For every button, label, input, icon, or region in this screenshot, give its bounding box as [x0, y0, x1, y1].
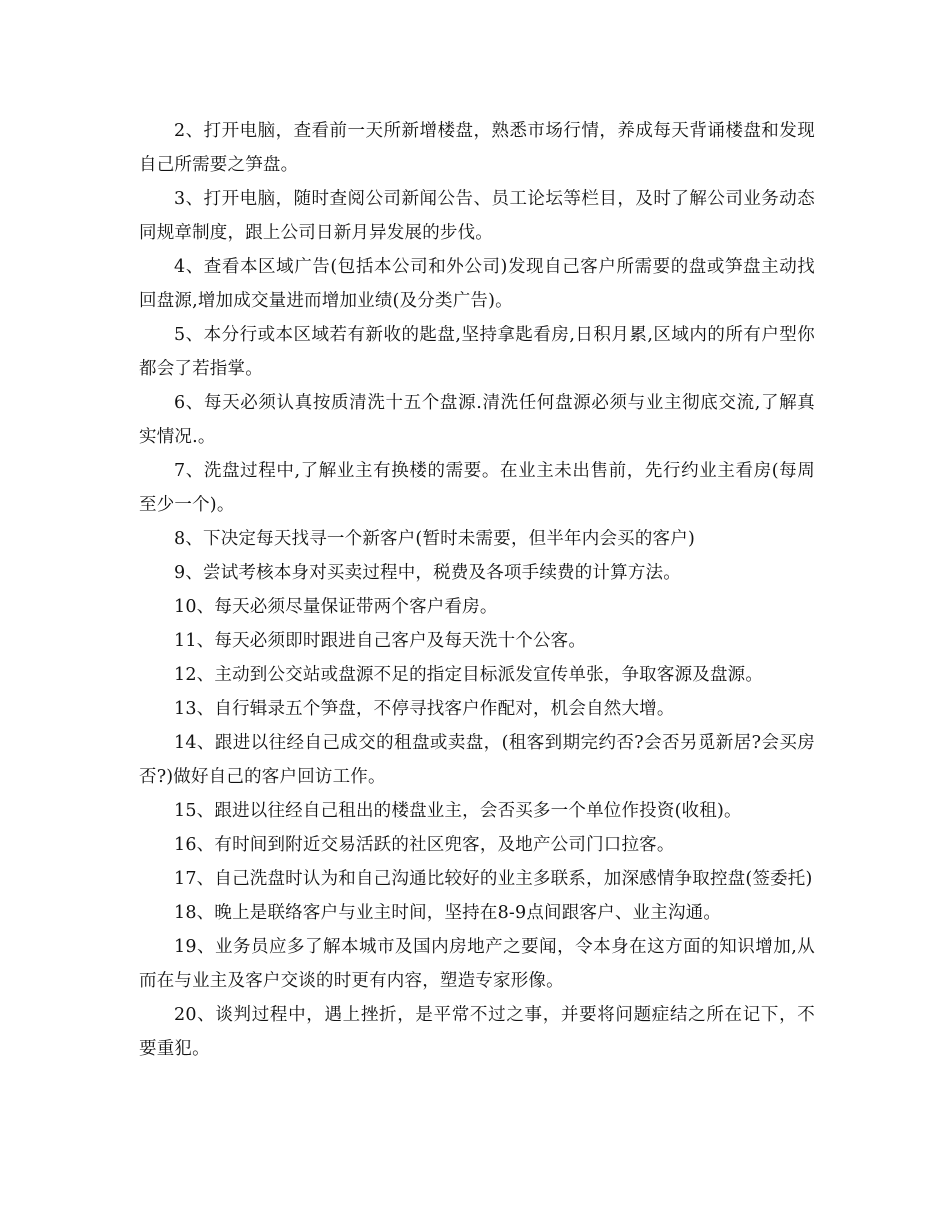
paragraph-item-8: 8、下决定每天找寻一个新客户(暂时未需要，但半年内会买的客户)	[174, 529, 695, 549]
paragraph-item-12: 12、主动到公交站或盘源不足的指定目标派发宣传单张，争取客源及盘源。	[174, 665, 764, 685]
paragraph-item-6: 6、每天必须认真按质清洗十五个盘源.清洗任何盘源必须与业主彻底交流,了解真实情况.。	[139, 393, 815, 447]
paragraph-item-13: 13、自行辑录五个笋盘，不停寻找客户作配对，机会自然大增。	[174, 699, 675, 719]
paragraph-item-15: 15、跟进以往经自己租出的楼盘业主，会否买多一个单位作投资(收租)。	[174, 801, 742, 821]
paragraph-item-5: 5、本分行或本区域若有新收的匙盘,坚持拿匙看房,日积月累,区域内的所有户型你都会了若指掌。	[139, 325, 815, 379]
paragraph-item-19: 19、业务员应多了解本城市及国内房地产之要闻，令本身在这方面的知识增加,从而在与业主及客户交谈的时更有内容，塑造专家形像。	[139, 937, 815, 991]
paragraph-item-7: 7、洗盘过程中,了解业主有换楼的需要。在业主未出售前，先行约业主看房(每周至少一个)。	[139, 461, 815, 515]
paragraph-item-4: 4、查看本区域广告(包括本公司和外公司)发现自己客户所需要的盘或笋盘主动找回盘源,增加成交量进而增加业绩(及分类广告)。	[139, 257, 815, 311]
paragraph-item-18: 18、晚上是联络客户与业主时间，坚持在8-9点间跟客户、业主沟通。	[174, 903, 722, 923]
document-body	[139, 114, 815, 1066]
paragraph-item-17: 17、自己洗盘时认为和自己沟通比较好的业主多联系，加深感情争取控盘(签委托)	[174, 869, 813, 889]
paragraph-item-16: 16、有时间到附近交易活跃的社区兜客，及地产公司门口拉客。	[174, 835, 675, 855]
paragraph-item-2: 2、打开电脑，查看前一天所新增楼盘，熟悉市场行情，养成每天背诵楼盘和发现自己所需要之笋盘。	[139, 121, 815, 175]
paragraph-item-3: 3、打开电脑，随时查阅公司新闻公告、员工论坛等栏目，及时了解公司业务动态同规章制度，跟上公司日新月异发展的步伐。	[139, 189, 815, 243]
paragraph-item-14: 14、跟进以往经自己成交的租盘或卖盘，(租客到期完约否?会否另觅新居?会买房否?)做好自己的客户回访工作。	[139, 733, 815, 787]
paragraph-item-20: 20、谈判过程中，遇上挫折，是平常不过之事，并要将问题症结之所在记下，不要重犯。	[139, 1005, 815, 1059]
paragraph-item-9: 9、尝试考核本身对买卖过程中，税费及各项手续费的计算方法。	[174, 563, 681, 583]
paragraph-item-10: 10、每天必须尽量保证带两个客户看房。	[174, 597, 498, 617]
paragraph-item-11: 11、每天必须即时跟进自己客户及每天洗十个公客。	[174, 631, 587, 651]
